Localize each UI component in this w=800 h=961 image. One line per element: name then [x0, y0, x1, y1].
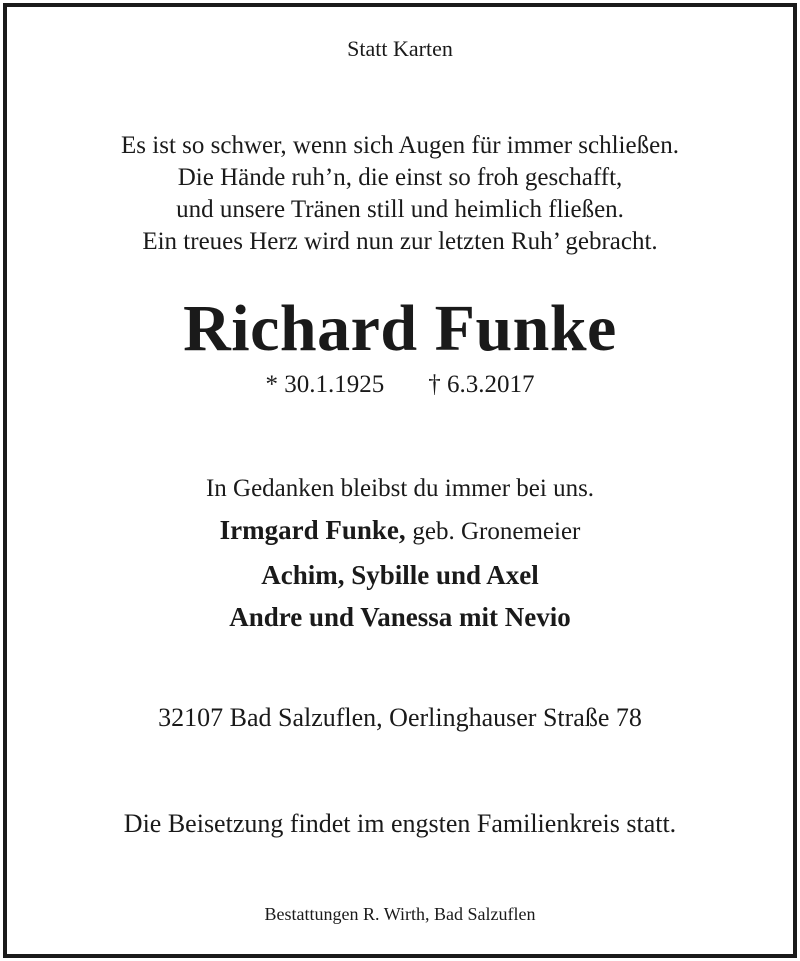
mourner-line-3: Andre und Vanessa mit Nevio [229, 602, 571, 632]
remembrance-line: In Gedanken bleibst du immer bei uns. [205, 475, 595, 502]
mourner-line-2: Achim, Sybille und Axel [261, 560, 539, 590]
poem-line-1: Es ist so schwer, wenn sich Augen für immer schließen. [121, 132, 679, 159]
mourner-spouse [0, 517, 800, 544]
poem-line-2: Die Hände ruh’n, die einst so froh geschafft, [177, 164, 623, 191]
family-address: 32107 Bad Salzuflen, Oerlinghauser Straße 78 [158, 703, 642, 732]
life-dates [0, 372, 800, 397]
spouse-maiden-name: geb. Gronemeier [412, 518, 581, 545]
poem-line-4: Ein treues Herz wird nun zur letzten Ruh’ gebracht. [142, 228, 658, 255]
poem-line-3: und unsere Tränen still und heimlich fließen. [176, 196, 624, 223]
funeral-note: Die Beisetzung findet im engsten Familienkreis statt. [123, 809, 677, 838]
notice-header: Statt Karten [347, 36, 453, 61]
birth-date: * 30.1.1925 [265, 371, 385, 398]
death-date: † 6.3.2017 [428, 371, 535, 398]
spouse-name: Irmgard Funke, [219, 515, 406, 545]
undertaker-credit: Bestattungen R. Wirth, Bad Salzuflen [264, 904, 536, 924]
deceased-name: Richard Funke [183, 292, 617, 365]
